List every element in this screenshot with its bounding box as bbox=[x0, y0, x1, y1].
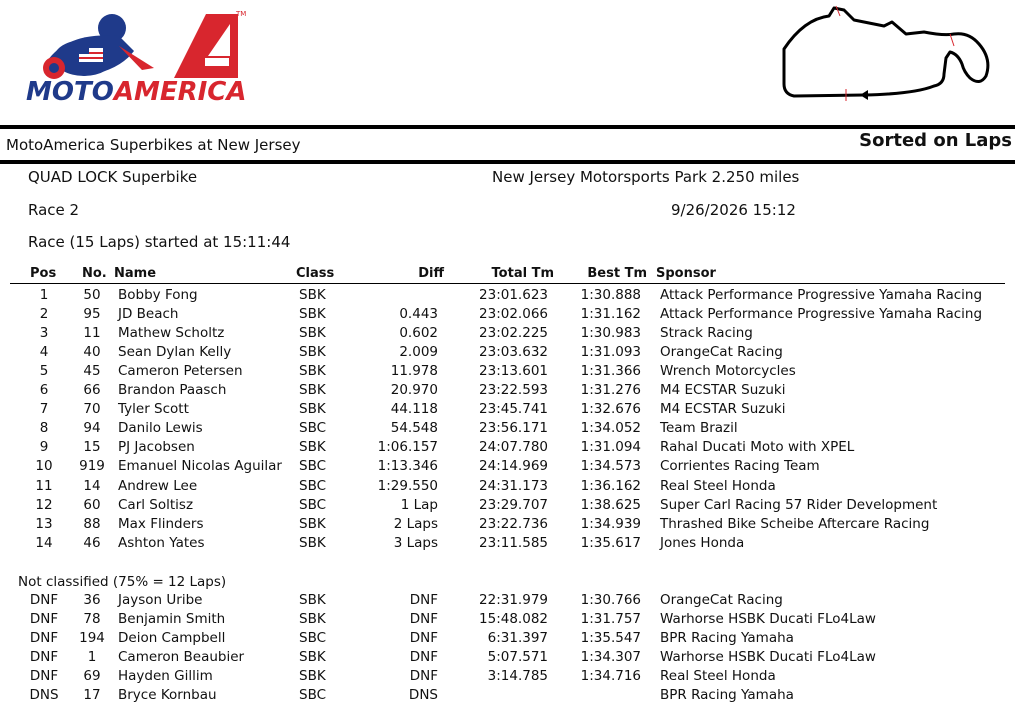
cell-class: SBC bbox=[299, 477, 327, 494]
cell-pos: 2 bbox=[39, 306, 49, 323]
cell-class: SBC bbox=[299, 458, 327, 475]
cell-sponsor: Real Steel Honda bbox=[660, 668, 776, 684]
svg-text:TM: TM bbox=[236, 10, 247, 18]
table-row bbox=[0, 535, 1015, 554]
cell-best: 1:38.625 bbox=[580, 496, 641, 513]
cell-total: 23:11.585 bbox=[479, 534, 548, 551]
table-row bbox=[0, 478, 1015, 497]
cell-total: 22:31.979 bbox=[479, 592, 548, 608]
cell-no: 1 bbox=[87, 649, 97, 665]
cell-best: 1:34.716 bbox=[580, 668, 641, 684]
cell-best: 1:36.162 bbox=[580, 477, 641, 494]
cell-best: 1:35.547 bbox=[580, 630, 641, 646]
cell-diff: 1:13.346 bbox=[377, 458, 438, 475]
cell-pos: DNF bbox=[29, 630, 59, 646]
cell-diff: 3 Laps bbox=[393, 534, 438, 551]
cell-class: SBK bbox=[299, 325, 326, 342]
cell-class: SBK bbox=[299, 515, 326, 532]
cell-name: PJ Jacobsen bbox=[118, 439, 195, 456]
event-title: MotoAmerica Superbikes at New Jersey bbox=[6, 136, 301, 154]
cell-best: 1:31.093 bbox=[580, 344, 641, 361]
cell-diff: DNS bbox=[408, 687, 438, 703]
cell-best: 1:31.094 bbox=[580, 439, 641, 456]
cell-class: SBK bbox=[299, 611, 326, 627]
cell-diff: DNF bbox=[409, 592, 438, 608]
col-header-best: Best Tm bbox=[587, 266, 647, 281]
cell-diff: 44.118 bbox=[390, 401, 438, 418]
cell-name: Bryce Kornbau bbox=[118, 687, 217, 703]
cell-no: 70 bbox=[83, 401, 101, 418]
table-row bbox=[0, 344, 1015, 363]
cell-diff: 1:29.550 bbox=[377, 477, 438, 494]
cell-best: 1:31.276 bbox=[580, 382, 641, 399]
cell-best: 1:34.307 bbox=[580, 649, 641, 665]
cell-pos: 11 bbox=[35, 477, 53, 494]
col-header-sponsor: Sponsor bbox=[656, 266, 716, 281]
cell-name: Andrew Lee bbox=[118, 477, 198, 494]
cell-class: SBK bbox=[299, 401, 326, 418]
cell-pos: 9 bbox=[39, 439, 49, 456]
table-row bbox=[0, 649, 1015, 668]
cell-no: 194 bbox=[79, 630, 105, 646]
table-row bbox=[0, 420, 1015, 439]
cell-pos: 1 bbox=[39, 287, 49, 303]
cell-pos: 5 bbox=[39, 363, 49, 380]
cell-no: 17 bbox=[83, 687, 101, 703]
cell-name: Deion Campbell bbox=[118, 630, 226, 646]
cell-diff: DNF bbox=[409, 668, 438, 684]
cell-total: 23:22.736 bbox=[479, 515, 548, 532]
cell-sponsor: BPR Racing Yamaha bbox=[660, 687, 794, 703]
table-row bbox=[0, 382, 1015, 401]
cell-no: 88 bbox=[83, 515, 101, 532]
cell-pos: DNF bbox=[29, 668, 59, 684]
table-row bbox=[0, 497, 1015, 516]
header-rule-top bbox=[0, 125, 1015, 129]
col-header-pos: Pos bbox=[30, 266, 57, 281]
cell-sponsor: Super Carl Racing 57 Rider Development bbox=[660, 496, 938, 513]
cell-class: SBK bbox=[299, 649, 326, 665]
motoamerica-logo bbox=[24, 6, 256, 106]
cell-name: Tyler Scott bbox=[118, 401, 189, 418]
table-row bbox=[0, 630, 1015, 649]
cell-no: 50 bbox=[83, 287, 101, 303]
cell-diff: 0.443 bbox=[399, 306, 438, 323]
table-row bbox=[0, 687, 1015, 706]
cell-sponsor: M4 ECSTAR Suzuki bbox=[660, 401, 786, 418]
cell-total: 24:31.173 bbox=[479, 477, 548, 494]
cell-diff: DNF bbox=[409, 649, 438, 665]
cell-class: SBC bbox=[299, 687, 327, 703]
table-row bbox=[0, 363, 1015, 382]
class-name: QUAD LOCK Superbike bbox=[28, 168, 198, 186]
table-row bbox=[0, 516, 1015, 535]
cell-no: 78 bbox=[83, 611, 101, 627]
table-row bbox=[0, 325, 1015, 344]
cell-class: SBC bbox=[299, 496, 327, 513]
cell-no: 36 bbox=[83, 592, 101, 608]
cell-diff: 1:06.157 bbox=[377, 439, 438, 456]
cell-name: Carl Soltisz bbox=[118, 496, 194, 513]
cell-total: 23:01.623 bbox=[479, 287, 548, 303]
cell-name: Sean Dylan Kelly bbox=[118, 344, 232, 361]
cell-pos: DNF bbox=[29, 611, 59, 627]
cell-name: Brandon Paasch bbox=[118, 382, 227, 399]
cell-best: 1:34.573 bbox=[580, 458, 641, 475]
cell-best: 1:34.939 bbox=[580, 515, 641, 532]
date-time: 9/26/2026 15:12 bbox=[671, 201, 796, 219]
cell-pos: 7 bbox=[39, 401, 49, 418]
cell-total: 23:22.593 bbox=[479, 382, 548, 399]
cell-name: Max Flinders bbox=[118, 515, 204, 532]
cell-diff: DNF bbox=[409, 630, 438, 646]
cell-class: SBK bbox=[299, 363, 326, 380]
cell-class: SBK bbox=[299, 439, 326, 456]
cell-class: SBK bbox=[299, 668, 326, 684]
cell-no: 15 bbox=[83, 439, 101, 456]
race-started: Race (15 Laps) started at 15:11:44 bbox=[28, 233, 291, 251]
cell-total: 6:31.397 bbox=[487, 630, 548, 646]
cell-name: Ashton Yates bbox=[118, 534, 205, 551]
cell-sponsor: OrangeCat Racing bbox=[660, 592, 783, 608]
cell-total: 23:02.225 bbox=[479, 325, 548, 342]
cell-pos: 14 bbox=[35, 534, 53, 551]
table-row bbox=[0, 306, 1015, 325]
cell-sponsor: Warhorse HSBK Ducati FLo4Law bbox=[660, 611, 876, 627]
race-name: Race 2 bbox=[28, 201, 80, 219]
cell-diff: 54.548 bbox=[390, 420, 438, 437]
cell-pos: DNF bbox=[29, 592, 59, 608]
cell-name: Jayson Uribe bbox=[118, 592, 203, 608]
table-row bbox=[0, 458, 1015, 477]
cell-total: 24:07.780 bbox=[479, 439, 548, 456]
cell-pos: DNS bbox=[29, 687, 59, 703]
cell-name: Cameron Petersen bbox=[118, 363, 243, 380]
cell-class: SBK bbox=[299, 306, 326, 323]
table-row bbox=[0, 439, 1015, 458]
cell-sponsor: M4 ECSTAR Suzuki bbox=[660, 382, 786, 399]
cell-no: 919 bbox=[79, 458, 105, 475]
cell-diff: 1 Lap bbox=[400, 496, 438, 513]
cell-total: 23:45.741 bbox=[479, 401, 548, 418]
cell-no: 14 bbox=[83, 477, 101, 494]
cell-sponsor: Strack Racing bbox=[660, 325, 753, 342]
cell-best: 1:30.888 bbox=[580, 287, 641, 303]
cell-best: 1:34.052 bbox=[580, 420, 641, 437]
cell-class: SBK bbox=[299, 344, 326, 361]
cell-no: 40 bbox=[83, 344, 101, 361]
table-row bbox=[0, 287, 1015, 306]
cell-class: SBK bbox=[299, 534, 326, 551]
header-rule-bottom bbox=[0, 160, 1015, 164]
cell-name: Mathew Scholtz bbox=[118, 325, 225, 342]
cell-diff: 11.978 bbox=[390, 363, 438, 380]
cell-class: SBC bbox=[299, 630, 327, 646]
cell-diff: DNF bbox=[409, 611, 438, 627]
track-map-icon bbox=[774, 4, 1002, 104]
col-header-diff: Diff bbox=[418, 266, 444, 281]
cell-pos: 4 bbox=[39, 344, 49, 361]
cell-diff: 2.009 bbox=[399, 344, 438, 361]
cell-name: JD Beach bbox=[118, 306, 179, 323]
cell-sponsor: Thrashed Bike Scheibe Aftercare Racing bbox=[660, 515, 930, 532]
header-underline bbox=[10, 283, 1005, 284]
cell-name: Cameron Beaubier bbox=[118, 649, 245, 665]
cell-no: 66 bbox=[83, 382, 101, 399]
col-header-name: Name bbox=[114, 266, 157, 281]
cell-total: 23:56.171 bbox=[479, 420, 548, 437]
col-header-total: Total Tm bbox=[491, 266, 554, 281]
cell-pos: 10 bbox=[35, 458, 53, 475]
cell-best: 1:31.366 bbox=[580, 363, 641, 380]
cell-best: 1:35.617 bbox=[580, 534, 641, 551]
cell-total: 23:29.707 bbox=[479, 496, 548, 513]
cell-best: 1:30.766 bbox=[580, 592, 641, 608]
sort-label: Sorted on Laps bbox=[859, 130, 1012, 151]
cell-total: 15:48.082 bbox=[479, 611, 548, 627]
table-row bbox=[0, 592, 1015, 611]
table-row bbox=[0, 668, 1015, 687]
cell-name: Hayden Gillim bbox=[118, 668, 213, 684]
cell-sponsor: Rahal Ducati Moto with XPEL bbox=[660, 439, 855, 456]
cell-no: 11 bbox=[83, 325, 101, 342]
cell-sponsor: Real Steel Honda bbox=[660, 477, 776, 494]
cell-no: 46 bbox=[83, 534, 101, 551]
cell-diff: 0.602 bbox=[399, 325, 438, 342]
cell-best: 1:31.757 bbox=[580, 611, 641, 627]
cell-total: 23:02.066 bbox=[479, 306, 548, 323]
cell-pos: 8 bbox=[39, 420, 49, 437]
cell-pos: 6 bbox=[39, 382, 49, 399]
cell-name: Benjamin Smith bbox=[118, 611, 226, 627]
cell-class: SBK bbox=[299, 592, 326, 608]
logo-wordmark: MOTOAMERICA bbox=[26, 77, 247, 106]
cell-pos: 12 bbox=[35, 496, 53, 513]
cell-name: Bobby Fong bbox=[118, 287, 198, 303]
cell-no: 69 bbox=[83, 668, 101, 684]
cell-name: Danilo Lewis bbox=[118, 420, 203, 437]
cell-sponsor: Team Brazil bbox=[660, 420, 738, 437]
cell-sponsor: Warhorse HSBK Ducati FLo4Law bbox=[660, 649, 876, 665]
cell-pos: 13 bbox=[35, 515, 53, 532]
cell-total: 24:14.969 bbox=[479, 458, 548, 475]
col-header-class: Class bbox=[296, 266, 335, 281]
cell-sponsor: Attack Performance Progressive Yamaha Racing bbox=[660, 287, 983, 303]
cell-name: Emanuel Nicolas Aguilar bbox=[118, 458, 282, 475]
cell-pos: 3 bbox=[39, 325, 49, 342]
cell-sponsor: Corrientes Racing Team bbox=[660, 458, 820, 475]
cell-sponsor: BPR Racing Yamaha bbox=[660, 630, 794, 646]
cell-sponsor: OrangeCat Racing bbox=[660, 344, 783, 361]
cell-pos: DNF bbox=[29, 649, 59, 665]
cell-class: SBK bbox=[299, 382, 326, 399]
cell-no: 60 bbox=[83, 496, 101, 513]
table-row bbox=[0, 611, 1015, 630]
venue: New Jersey Motorsports Park 2.250 miles bbox=[492, 168, 800, 186]
cell-no: 95 bbox=[83, 306, 101, 323]
cell-total: 23:03.632 bbox=[479, 344, 548, 361]
cell-diff: 2 Laps bbox=[393, 515, 438, 532]
cell-no: 94 bbox=[83, 420, 101, 437]
cell-best: 1:30.983 bbox=[580, 325, 641, 342]
cell-class: SBK bbox=[299, 287, 326, 303]
cell-sponsor: Jones Honda bbox=[660, 534, 745, 551]
cell-total: 5:07.571 bbox=[487, 649, 548, 665]
cell-total: 23:13.601 bbox=[479, 363, 548, 380]
not-classified-label: Not classified (75% = 12 Laps) bbox=[18, 574, 227, 590]
cell-sponsor: Attack Performance Progressive Yamaha Racing bbox=[660, 306, 983, 323]
cell-best: 1:32.676 bbox=[580, 401, 641, 418]
cell-diff: 20.970 bbox=[390, 382, 438, 399]
cell-total: 3:14.785 bbox=[487, 668, 548, 684]
cell-best: 1:31.162 bbox=[580, 306, 641, 323]
cell-no: 45 bbox=[83, 363, 101, 380]
cell-class: SBC bbox=[299, 420, 327, 437]
cell-sponsor: Wrench Motorcycles bbox=[660, 363, 796, 380]
table-row bbox=[0, 401, 1015, 420]
col-header-no: No. bbox=[82, 266, 107, 281]
